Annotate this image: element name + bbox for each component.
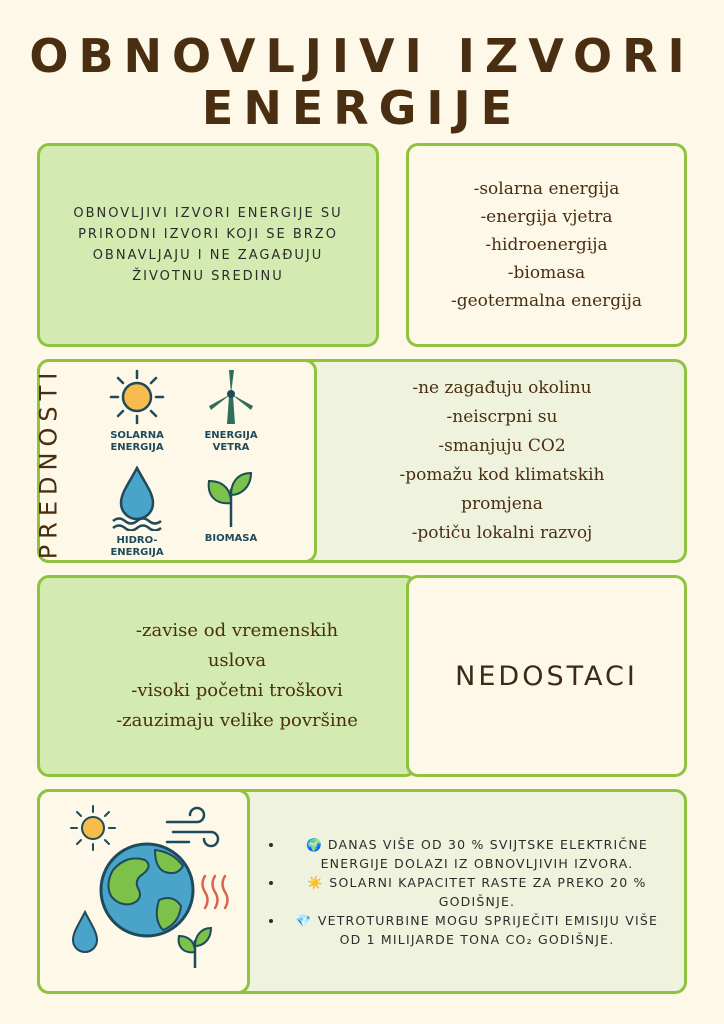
title-line-2: ENERGIJE (201, 81, 523, 135)
icon-biomass: BIOMASA (186, 467, 276, 545)
list-item: -geotermalna energija (450, 291, 643, 311)
definition-box (37, 143, 379, 347)
plant-icon (201, 467, 261, 529)
list-item: -solarna energija (473, 179, 620, 199)
globe-icon (101, 844, 193, 936)
water-drop-icon (73, 912, 97, 952)
disadvantages-list (92, 616, 362, 736)
list-item: -zavise od vremenskih uslova (135, 620, 339, 671)
disadvantages-box (37, 575, 417, 777)
list-item: -neiscrpni su (446, 407, 558, 427)
icon-solar: SOLARNA ENERGIJA (92, 368, 182, 454)
list-item: • ☀️ SOLARNI KAPACITET RASTE ZA PREKO 20 % GODIŠNJE. (284, 873, 670, 911)
list-item: -ne zagađuju okolinu (412, 378, 592, 398)
list-item: -potiču lokalni razvoj (411, 523, 593, 543)
list-item: • 🌍 DANAS VIŠE OD 30 % SVIJTSKE ELEKTRIČNE ENERGIJE DOLAZI IZ OBNOVLJIVIH IZVORA. (284, 835, 670, 873)
sun-icon (71, 806, 115, 850)
water-drop-icon (107, 465, 167, 531)
facts-area (250, 792, 684, 991)
advantages-list (377, 374, 627, 548)
list-item: -visoki početni troškovi (131, 680, 343, 701)
wind-icon (167, 808, 218, 846)
advantages-list-area (320, 362, 684, 560)
types-list (451, 175, 642, 315)
disadvantages-label: NEDOSTACI (455, 660, 638, 692)
list-item: -hidroenergija (485, 235, 608, 255)
disadvantages-label-box (406, 575, 687, 777)
facts-list (250, 835, 684, 949)
types-box (406, 143, 687, 347)
wind-turbine-icon (201, 366, 261, 426)
list-item: -biomasa (507, 263, 586, 283)
heat-waves-icon (203, 876, 228, 908)
sun-icon (107, 368, 167, 426)
icon-wind: ENERGIJA VETRA (186, 366, 276, 454)
list-item: • 💎 VETROTURBINE MOGU SPRIJEČITI EMISIJU VIŠE OD 1 MILIJARDE TONA CO₂ GODIŠNJE. (284, 911, 670, 949)
page-title (0, 30, 724, 134)
list-item: -pomažu kod klimatskih promjena (399, 465, 605, 514)
title-line-1: OBNOVLJIVI IZVORI (29, 29, 695, 83)
list-item: -smanjuju CO2 (438, 436, 566, 456)
icon-hydro: HIDRO- ENERGIJA (92, 465, 182, 559)
advantages-label: PREDNOSTI (34, 366, 63, 559)
definition-text: OBNOVLJIVI IZVORI ENERGIJE SU PRIRODNI IZVORI KOJI SE BRZO OBNAVLJAJU I NE ZAGAĐUJU ŽIVOTNU SREDINU (73, 206, 343, 284)
plant-icon (179, 928, 211, 968)
earth-illustration (55, 800, 235, 980)
list-item: -energija vjetra (480, 207, 613, 227)
list-item: -zauzimaju velike površine (116, 710, 358, 731)
